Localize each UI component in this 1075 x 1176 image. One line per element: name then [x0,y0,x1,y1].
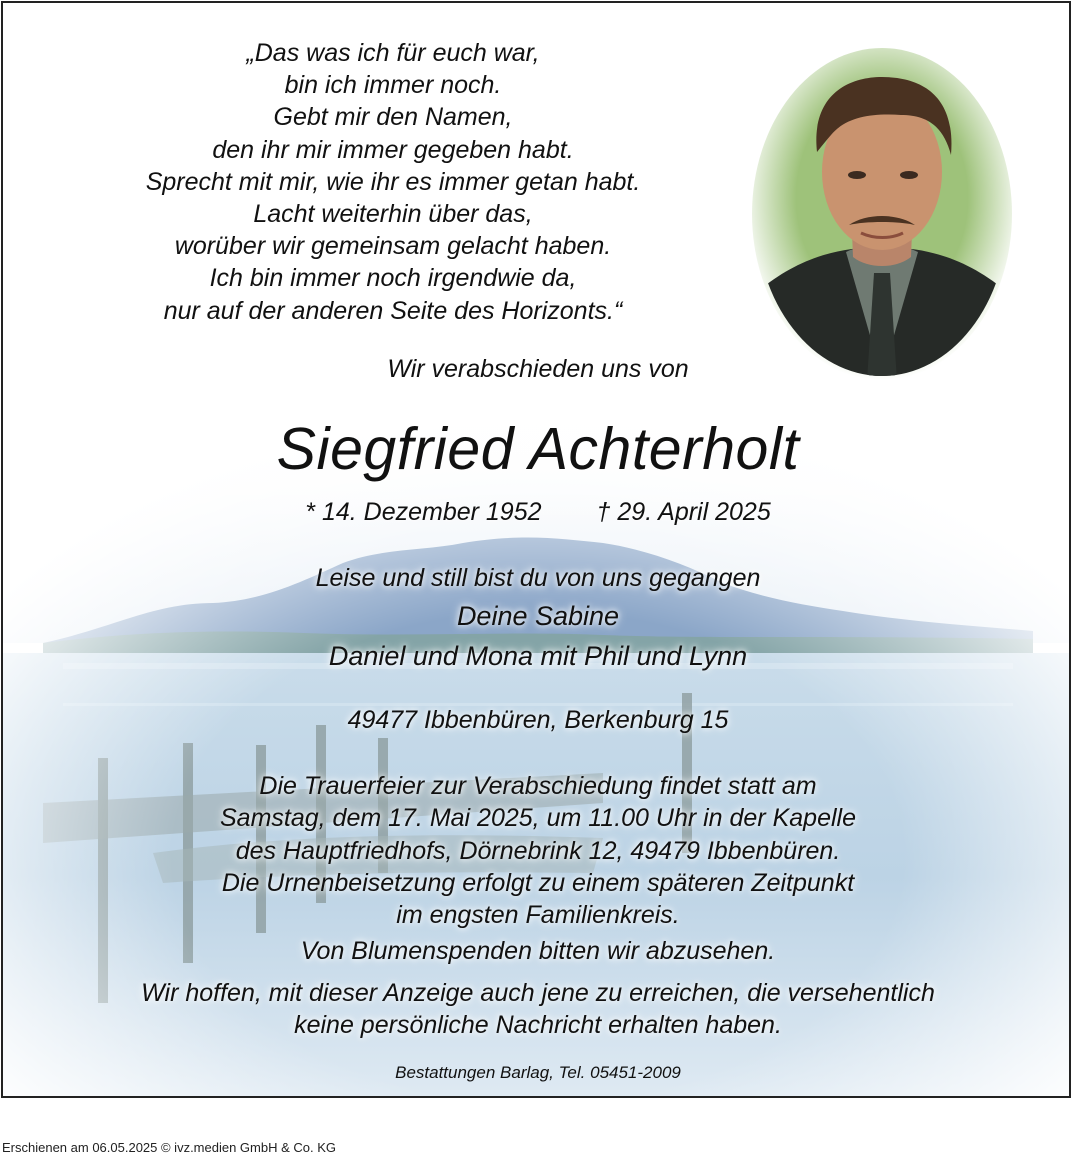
poem-line: bin ich immer noch. [284,71,502,100]
life-dates [3,498,1071,527]
death-date: † 29. April 2025 [596,498,771,526]
closing-note [3,977,1071,1041]
signature-spouse: Deine Sabine [456,601,620,631]
poem-line: worüber wir gemeinsam gelacht haben. [174,232,612,261]
funeral-line: Samstag, dem 17. Mai 2025, um 11.00 Uhr in der Kapelle [220,804,856,833]
closing-line: keine persönliche Nachricht erhalten haben. [294,1011,782,1039]
address: 49477 Ibbenbüren, Berkenburg 15 [347,706,729,734]
publication-footer: Erschienen am 06.05.2025 © ivz.medien GmbH & Co. KG [2,1140,337,1155]
funeral-line: des Hauptfriedhofs, Dörnebrink 12, 49479 Ibbenbüren. [235,836,841,865]
poem-line: den ihr mir immer gegeben habt. [212,135,574,164]
poem-line: Lacht weiterhin über das, [253,199,533,228]
poem-line: „Das was ich für euch war, [246,39,540,67]
birth-date: * 14. Dezember 1952 [305,498,542,526]
signature-family: Daniel und Mona mit Phil und Lynn [328,641,748,671]
poem [1,37,928,327]
funeral-line: Die Trauerfeier zur Verabschiedung findet statt am [259,772,817,800]
poem-line: Gebt mir den Namen, [273,103,513,132]
undertaker-contact: Bestattungen Barlag, Tel. 05451-2009 [395,1063,681,1082]
obituary-ad [1,1,1071,1098]
intro-text: Wir verabschieden uns von [387,355,689,383]
poem-line: Sprecht mit mir, wie ihr es immer getan habt. [145,167,641,196]
funeral-line: im engsten Familienkreis. [396,901,680,930]
deceased-name: Siegfried Achterholt [276,416,800,482]
flowers-note: Von Blumenspenden bitten wir abzusehen. [300,937,776,965]
poem-line: Ich bin immer noch irgendwie da, [209,264,577,293]
closing-line: Wir hoffen, mit dieser Anzeige auch jene zu erreichen, die versehentlich [141,979,935,1007]
funeral-info [3,770,1071,931]
funeral-line: Die Urnenbeisetzung erfolgt zu einem späteren Zeitpunkt [221,868,855,897]
poem-line: nur auf der anderen Seite des Horizonts.“ [163,296,623,325]
motto: Leise und still bist du von uns gegangen [315,564,761,592]
